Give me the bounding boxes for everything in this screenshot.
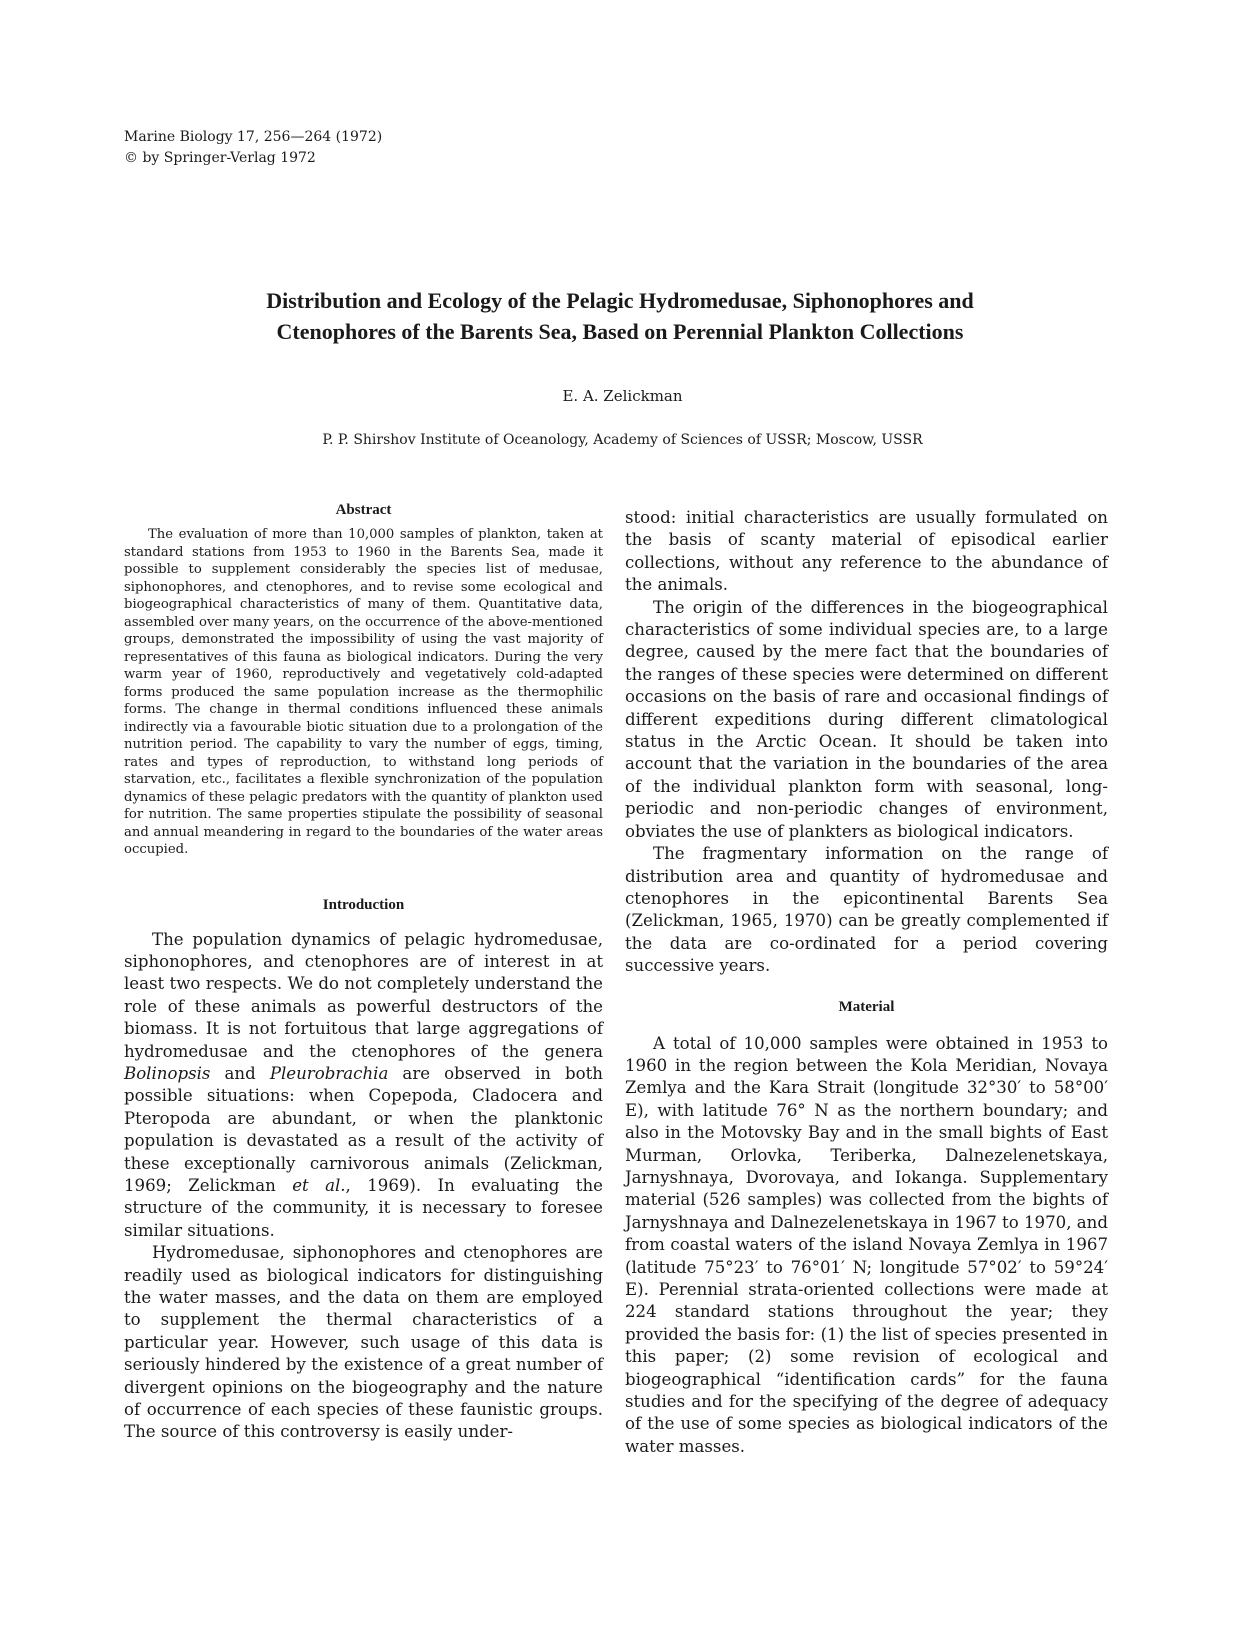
title-line-2: Ctenophores of the Barents Sea, Based on Perennial Plankton Collections	[276, 319, 964, 344]
introduction-heading: Introduction	[322, 896, 405, 913]
right-column	[625, 507, 1108, 1458]
abstract-heading: Abstract	[335, 502, 392, 518]
journal-citation: Marine Biology 17, 256—264 (1972)	[124, 129, 383, 145]
copyright-notice: © by Springer-Verlag 1972	[124, 150, 316, 166]
text-run: are observed in both possible situations: when Copepoda, Cladocera and Pteropoda are abundant, or when the planktonic population is devastated as a result of the activity of these exceptionally carnivorous animals (Zelickman, 1969; Zelickman	[124, 1063, 603, 1195]
genus-name: Pleurobrachia	[269, 1063, 389, 1083]
text-run: The population dynamics of pelagic hydromedusae, siphonophores, and ctenophores are of interest in at least two respects. We do not completely understand the role of these animals as powerful destructors of the biomass. It is not fortuitous that large aggregations of hydromedusae and the ctenophores of the genera	[124, 929, 603, 1061]
introduction-paragraph-1	[124, 929, 603, 1243]
genus-name: Bolinopsis	[124, 1063, 211, 1083]
introduction-paragraph-2-continued: stood: initial characteristics are usually formulated on the basis of scanty material of episodical earlier collections, without any reference to the abundance of the animals.	[625, 508, 1108, 595]
author-name: E. A. Zelickman	[562, 387, 683, 405]
author-affiliation: P. P. Shirshov Institute of Oceanology, Academy of Sciences of USSR; Moscow, USSR	[322, 432, 923, 448]
introduction-paragraph-4: The fragmentary information on the range of distribution area and quantity of hydromedusae and ctenophores in the epicontinental Barents Sea (Zelickman, 1965, 1970) can be greatly complemented if the data are co-ordinated for a period covering successive years.	[625, 844, 1108, 976]
text-run: , 1969). In evaluating the structure of the community, it is necessary to foresee similar situations.	[124, 1175, 603, 1240]
material-heading: Material	[838, 998, 895, 1015]
et-al: et al.	[292, 1175, 346, 1195]
paper-title	[150, 285, 1090, 347]
introduction-paragraph-3: The origin of the differences in the biogeographical characteristics of some individual species are, to a large degree, caused by the mere fact that the boundaries of the ranges of these species were determined on different occasions on the basis of rare and occasional findings of different expeditions during different climatological status in the Arctic Ocean. It should be taken into account that the variation in the boundaries of the area of the individual plankton form with seasonal, long-periodic and non-periodic changes of environment, obviates the use of plankters as biological indicators.	[625, 597, 1108, 841]
introduction-paragraph-2: Hydromedusae, siphonophores and ctenophores are readily used as biological indicators for distinguishing the water masses, and the data on them are employed to supplement the thermal characteristics of a particular year. However, such usage of this data is seriously hindered by the existence of a great number of divergent opinions on the biogeography and the nature of occurrence of each species of these faunistic groups. The source of this controversy is easily under-	[124, 1243, 603, 1442]
abstract-text: The evaluation of more than 10,000 samples of plankton, taken at standard stations from 1953 to 1960 in the Barents Sea, made it possible to supplement considerably the species list of medusae, siphonophores, and ctenophores, and to revise some ecological and biogeographical characteristics of many of them. Quantitative data, assembled over many years, on the occurrence of the above-mentioned groups, demonstrated the impossibility of using the vast majority of representatives of this fauna as biological indicators. During the very warm year of 1960, reproductively and vegetatively cold-adapted forms produced the same population increase as the thermophilic forms. The change in thermal conditions influenced these animals indirectly via a favourable biotic situation due to a prolongation of the nutrition period. The capability to vary the number of eggs, timing, rates and types of reproduction, to withstand long periods of starvation, etc., facilitates a flexible synchronization of the population dynamics of these pelagic predators with the quantity of plankton used for nutrition. The same properties stipulate the possibility of seasonal and annual meandering in regard to the boundaries of the water areas occupied.	[124, 527, 603, 857]
material-paragraph-1: A total of 10,000 samples were obtained in 1953 to 1960 in the region between the Kola Meridian, Novaya Zemlya and the Kara Strait (longitude 32°30′ to 58°00′ E), with latitude 76° N as the northern boundary; and also in the Motovsky Bay and in the small bights of East Murman, Orlovka, Teriberka, Dalnezelenetskaya, Jarnyshnaya, Dvorovaya, and Iokanga. Supplementary material (526 samples) was collected from the bights of Jarnyshnaya and Dalnezelenetskaya in 1967 to 1970, and from coastal waters of the island Novaya Zemlya in 1967 (latitude 75°23′ to 76°01′ N; longitude 57°02′ to 59°24′ E). Perennial strata-oriented collections were made at 224 standard stations throughout the year; they provided the basis for: (1) the list of species presented in this paper; (2) some revision of ecological and biogeographical “identification cards” for the fauna studies and for the specifying of the degree of adequacy of the use of some species as biological indicators of the water masses.	[625, 1033, 1108, 1456]
journal-reference	[124, 127, 382, 169]
left-column	[124, 502, 603, 1444]
title-line-1: Distribution and Ecology of the Pelagic Hydromedusae, Siphonophores and	[266, 288, 974, 313]
text-run: and	[210, 1063, 270, 1083]
